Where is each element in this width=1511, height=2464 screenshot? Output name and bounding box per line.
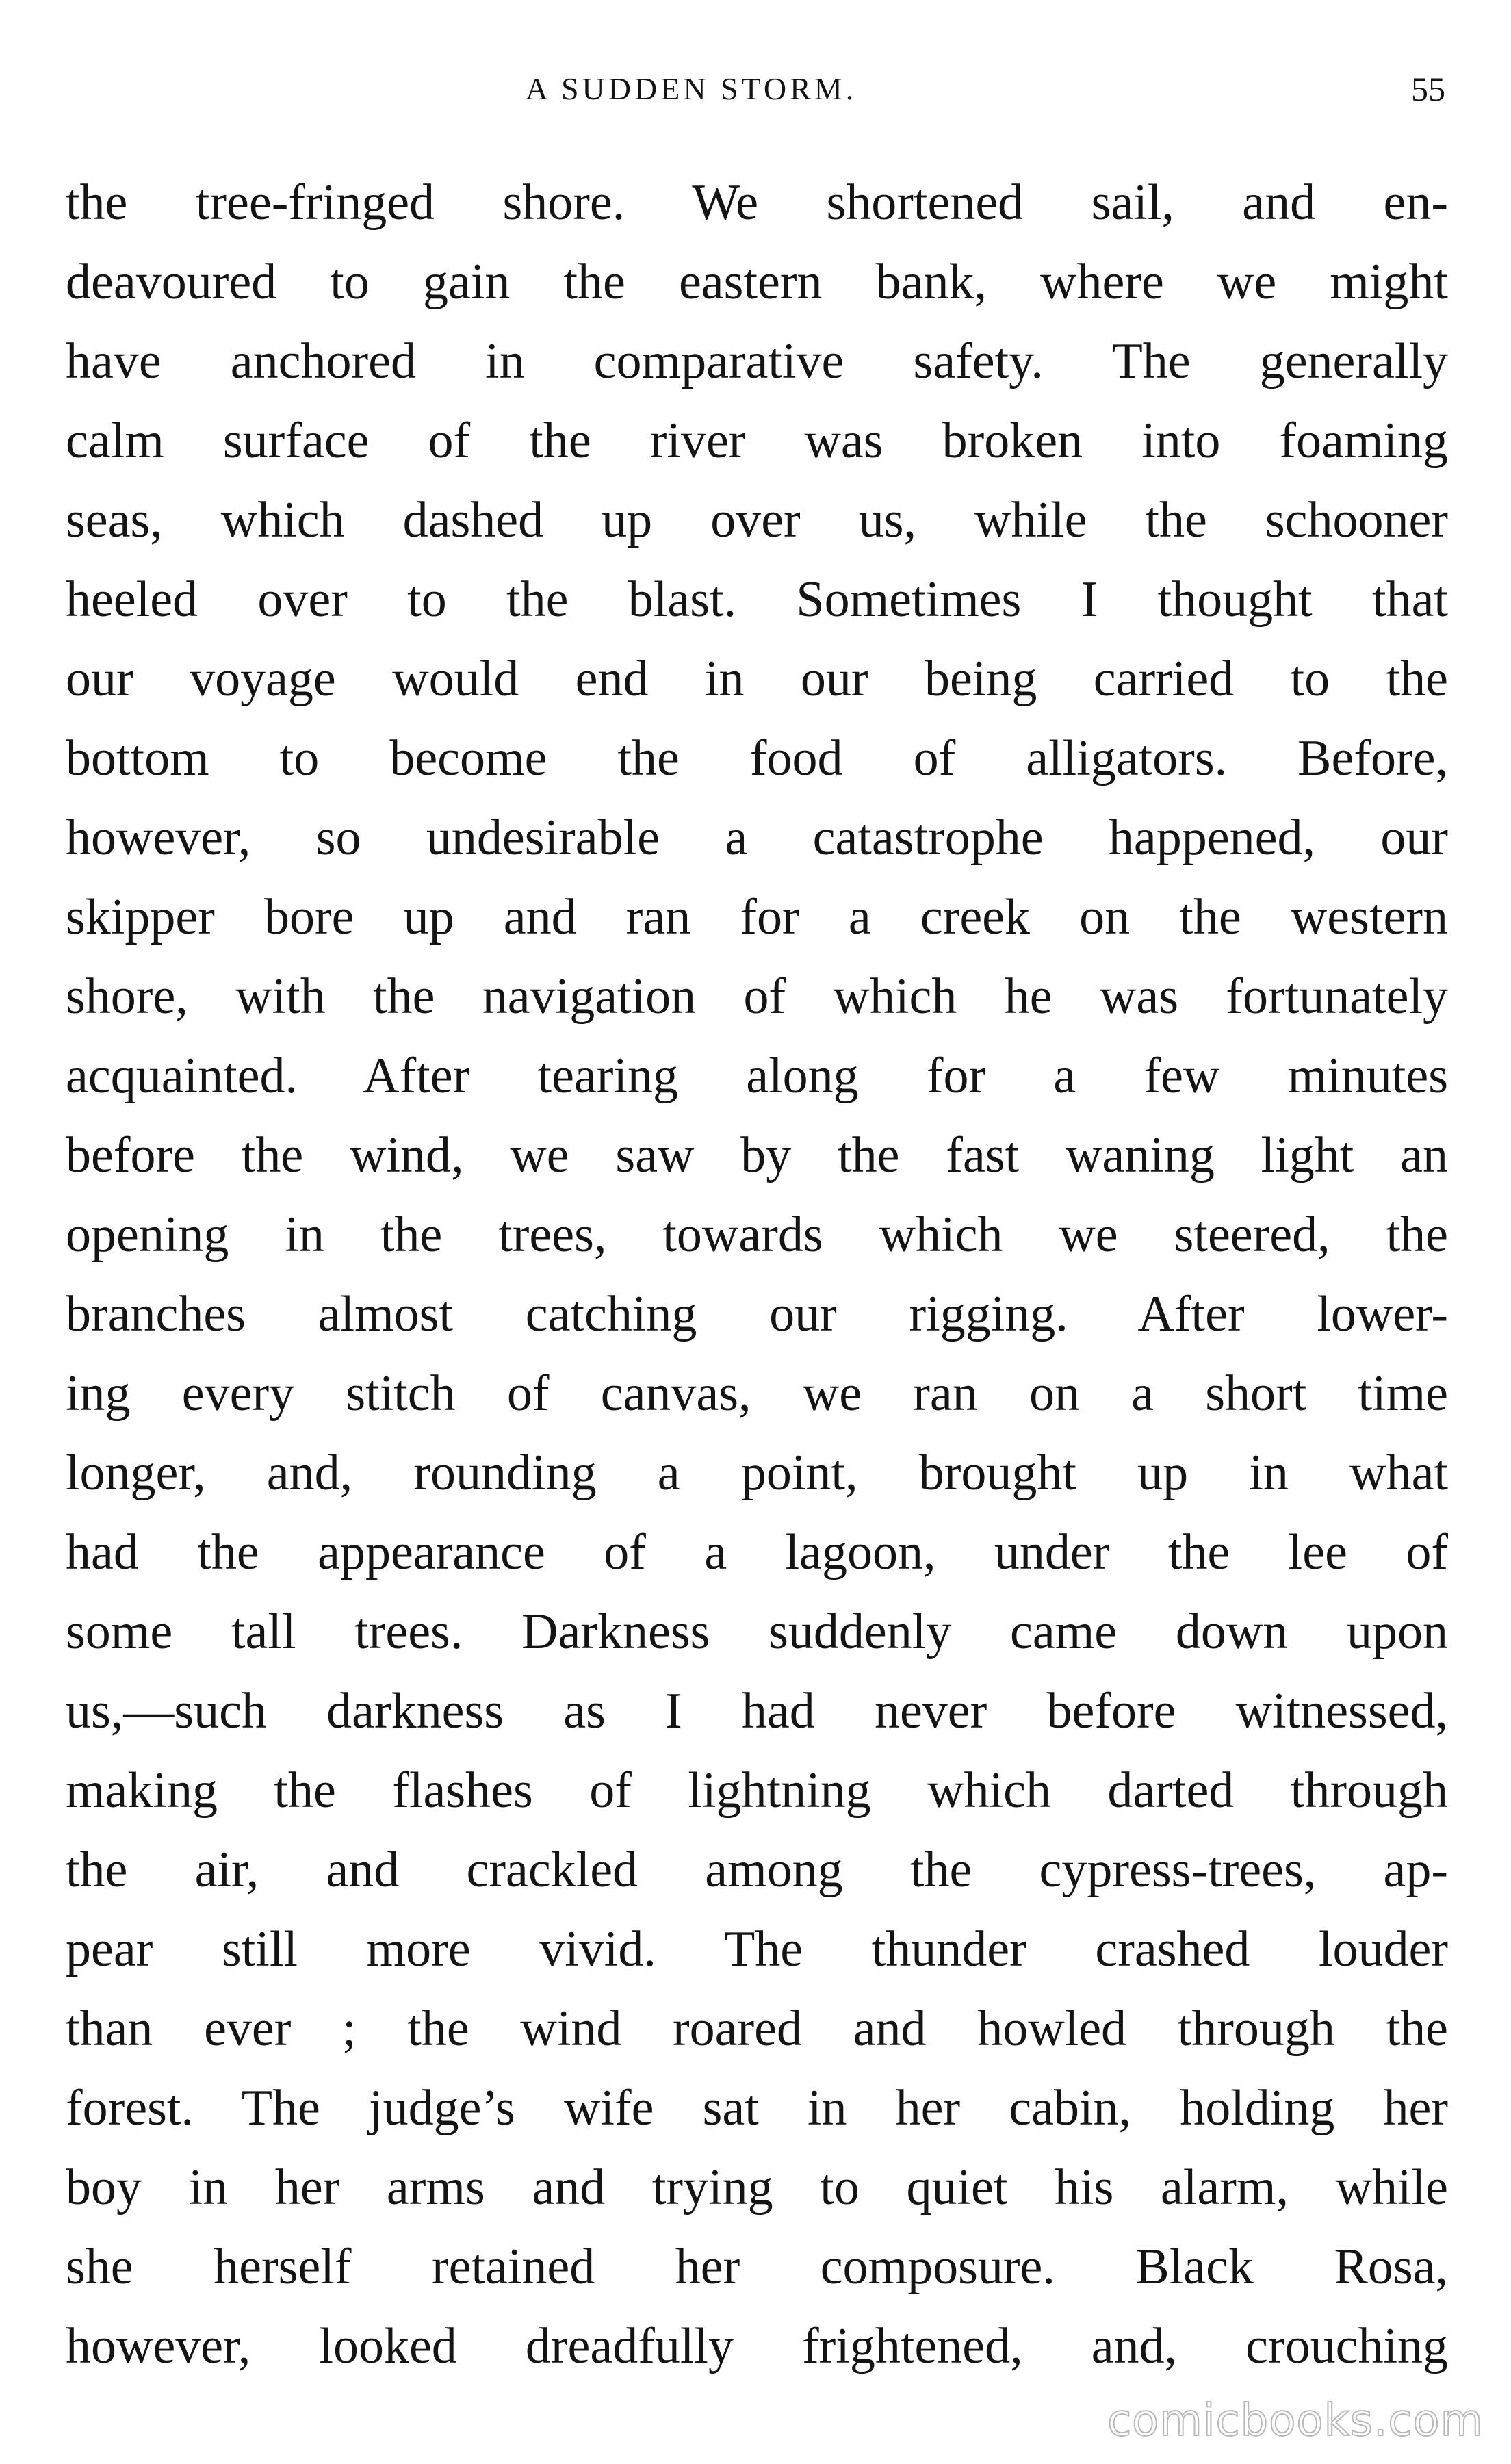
text-line: branches almost catching our rigging. After lower- bbox=[66, 1286, 1448, 1342]
text-line: bottom to become the food of alligators. Before, bbox=[66, 730, 1448, 786]
text-line: shore, with the navigation of which he was fortunately bbox=[66, 968, 1448, 1025]
text-line: before the wind, we saw by the fast waning light an bbox=[66, 1127, 1448, 1183]
text-line: boy in her arms and trying to quiet his alarm, while bbox=[66, 2159, 1448, 2216]
text-line: she herself retained her composure. Black Rosa, bbox=[66, 2239, 1448, 2295]
text-line: longer, and, rounding a point, brought up in what bbox=[66, 1445, 1448, 1501]
text-line: heeled over to the blast. Sometimes I thought that bbox=[66, 572, 1448, 628]
text-line: however, so undesirable a catastrophe happened, our bbox=[66, 810, 1448, 866]
text-line: forest. The judge’s wife sat in her cabin, holding her bbox=[66, 2080, 1448, 2136]
text-line: the tree-fringed shore. We shortened sail, and en- bbox=[66, 175, 1448, 231]
text-line: calm surface of the river was broken into foaming bbox=[66, 413, 1448, 469]
text-line: ing every stitch of canvas, we ran on a short time bbox=[66, 1365, 1448, 1422]
text-line: than ever ; the wind roared and howled through the bbox=[66, 2001, 1448, 2057]
text-line: making the flashes of lightning which darted through bbox=[66, 1762, 1448, 1819]
text-line: us,—such darkness as I had never before witnessed, bbox=[66, 1683, 1448, 1739]
text-line: however, looked dreadfully frightened, and, crouching bbox=[66, 2318, 1448, 2374]
text-line: had the appearance of a lagoon, under the lee of bbox=[66, 1524, 1448, 1580]
text-line: seas, which dashed up over us, while the schooner bbox=[66, 492, 1448, 548]
text-line: acquainted. After tearing along for a few minutes bbox=[66, 1048, 1448, 1104]
text-line: our voyage would end in our being carried to the bbox=[66, 651, 1448, 707]
page-header bbox=[0, 62, 1511, 116]
page-number: 55 bbox=[1411, 70, 1445, 108]
text-line: the air, and crackled among the cypress-trees, ap- bbox=[66, 1842, 1448, 1898]
text-line: opening in the trees, towards which we steered, the bbox=[66, 1207, 1448, 1263]
text-line: have anchored in comparative safety. The generally bbox=[66, 333, 1448, 389]
text-line: skipper bore up and ran for a creek on the western bbox=[66, 889, 1448, 945]
running-title: A SUDDEN STORM. bbox=[525, 71, 857, 106]
text-line: some tall trees. Darkness suddenly came down upon bbox=[66, 1604, 1448, 1660]
body-text bbox=[66, 163, 1448, 2386]
text-line: pear still more vivid. The thunder crashed louder bbox=[66, 1921, 1448, 1977]
text-line: deavoured to gain the eastern bank, where we might bbox=[66, 254, 1448, 310]
watermark: comicbooks.com bbox=[1107, 2396, 1484, 2446]
